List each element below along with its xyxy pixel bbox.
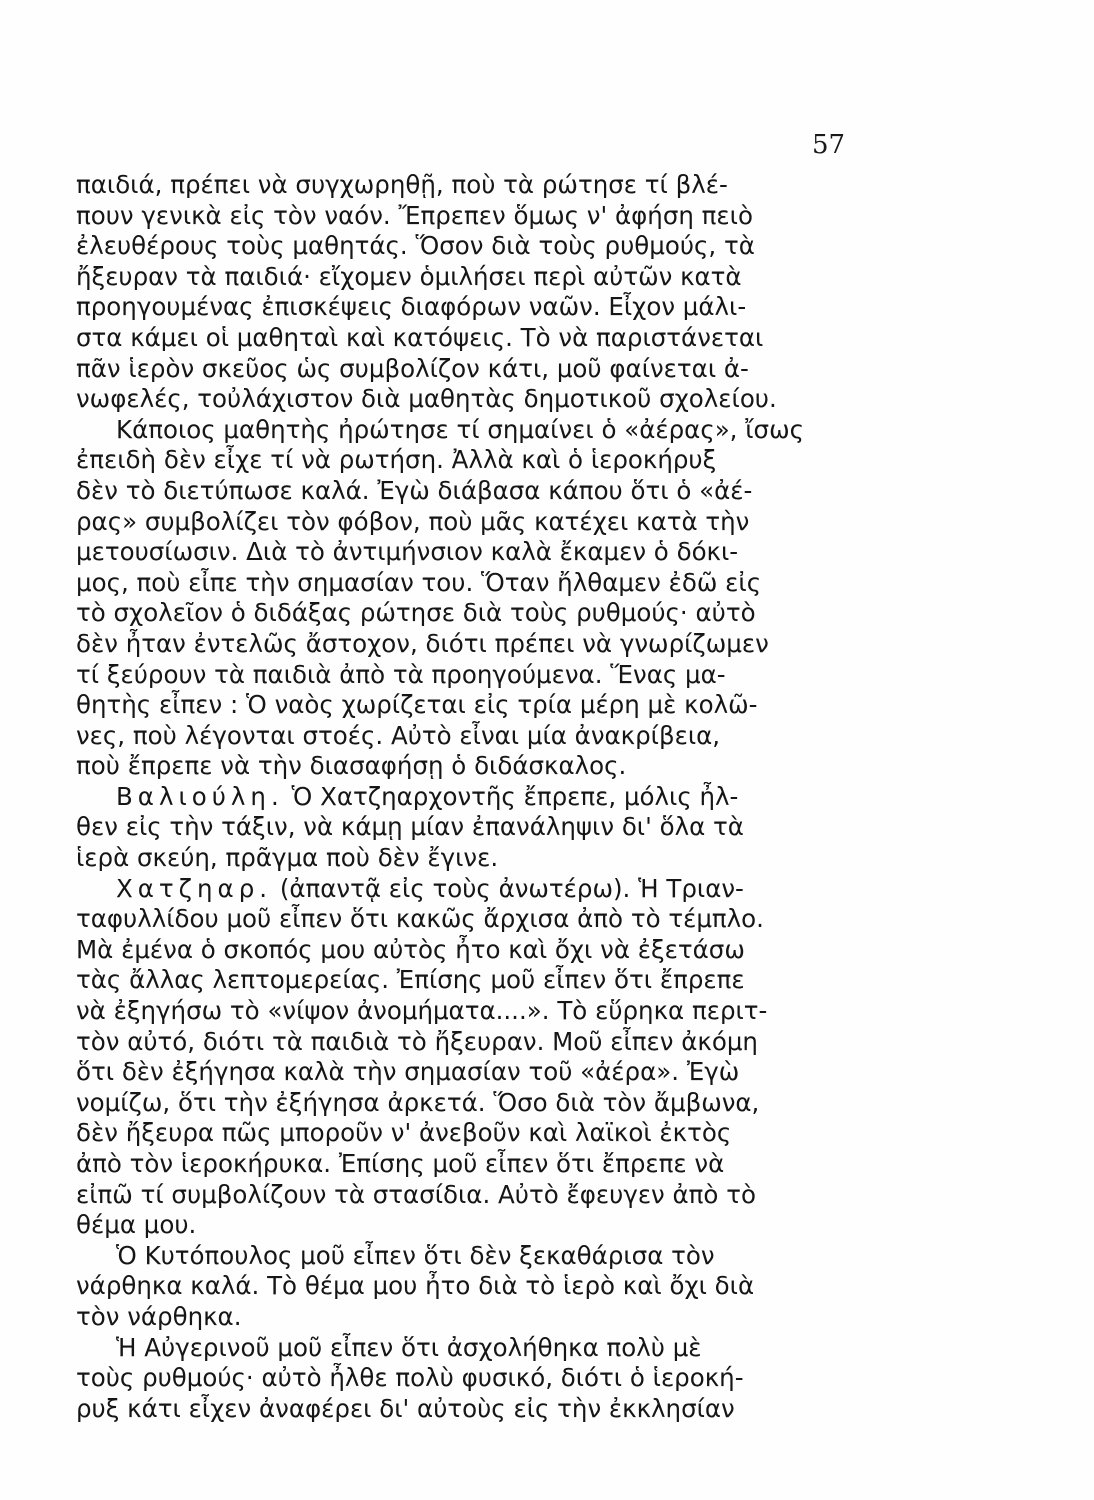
speaker-text: Ὁ Χατζηαρχοντῆς ἔπρεπε, μόλις ἦλ-: [283, 781, 739, 811]
page-number: 57: [812, 130, 846, 160]
text-line: ἐλευθέρους τοὺς μαθητάς. Ὅσον διὰ τοὺς ρυθμούς, τὰ: [76, 231, 755, 261]
text-line: ὅτι δὲν ἐξήγησα καλὰ τὴν σημασίαν τοῦ «ἀέρα». Ἐγὼ: [76, 1057, 740, 1087]
text-line: πᾶν ἱερὸν σκεῦος ὡς συμβολίζον κάτι, μοῦ φαίνεται ἀ-: [76, 353, 749, 383]
text-line: εἰπῶ τί συμβολίζουν τὰ στασίδια. Αὐτὸ ἔφευγεν ἀπὸ τὸ: [76, 1179, 756, 1209]
speaker-name: Χατζηαρ.: [116, 873, 273, 903]
text-line: τὸν αὐτό, διότι τὰ παιδιὰ τὸ ἤξευραν. Μοῦ εἶπεν ἀκόμη: [76, 1026, 758, 1056]
text-line: νωφελές, τοὐλάχιστον διὰ μαθητὰς δημοτικοῦ σχολείου.: [76, 384, 777, 414]
text-line: δὲν ἤξευρα πῶς μποροῦν ν' ἀνεβοῦν καὶ λαϊκοὶ ἐκτὸς: [76, 1118, 732, 1148]
text-line: Ὁ Κυτόπουλος μοῦ εἶπεν ὅτι δὲν ξεκαθάρισα τὸν: [116, 1240, 715, 1270]
text-line: ἤξευραν τὰ παιδιά· εἴχομεν ὁμιλήσει περὶ αὐτῶν κατὰ: [76, 261, 742, 291]
text-line: μετουσίωσιν. Διὰ τὸ ἀντιμήνσιον καλὰ ἔκαμεν ὁ δόκι-: [76, 537, 739, 567]
text-line: τὸ σχολεῖον ὁ διδάξας ρώτησε διὰ τοὺς ρυθμούς· αὐτὸ: [76, 598, 756, 628]
text-line: τοὺς ρυθμούς· αὐτὸ ἦλθε πολὺ φυσικό, διότι ὁ ἱεροκή-: [76, 1363, 744, 1393]
paragraph-1: [76, 170, 851, 415]
text-line: νομίζω, ὅτι τὴν ἐξήγησα ἀρκετά. Ὅσο διὰ τὸν ἄμβωνα,: [76, 1087, 760, 1117]
paragraph-4: [76, 874, 851, 1241]
text-line: νὰ ἐξηγήσω τὸ «νίψον ἀνομήματα....». Τὸ εὕρηκα περιτ-: [76, 996, 768, 1026]
text-line: ρας» συμβολίζει τὸν φόβον, ποὺ μᾶς κατέχει κατὰ τὴν: [76, 506, 750, 536]
text-line: τί ξεύρουν τὰ παιδιὰ ἀπὸ τὰ προηγούμενα. Ἕνας μα-: [76, 659, 726, 689]
text-line: τὰς ἄλλας λεπτομερείας. Ἐπίσης μοῦ εἶπεν ὅτι ἔπρεπε: [76, 965, 745, 995]
text-line: θέμα μου.: [76, 1210, 197, 1240]
text-line: πουν γενικὰ εἰς τὸν ναόν. Ἔπρεπεν ὅμως ν' ἀφήση πειὸ: [76, 200, 753, 230]
text-line: δὲν τὸ διετύπωσε καλά. Ἐγὼ διάβασα κάπου ὅτι ὁ «ἀέ-: [76, 475, 753, 505]
text-line: ταφυλλίδου μοῦ εἶπεν ὅτι κακῶς ἄρχισα ἀπὸ τὸ τέμπλο.: [76, 904, 764, 934]
text-line: νάρθηκα καλά. Τὸ θέμα μου ἦτο διὰ τὸ ἱερὸ καὶ ὄχι διὰ: [76, 1271, 755, 1301]
text-line: ἀπὸ τὸν ἱεροκήρυκα. Ἐπίσης μοῦ εἶπεν ὅτι ἔπρεπε νὰ: [76, 1149, 725, 1178]
speaker-name: Βαλιούλη.: [116, 781, 284, 811]
paragraph-5: [76, 1241, 851, 1333]
text-line: [76, 782, 851, 813]
text-line: δὲν ἦταν ἐντελῶς ἄστοχον, διότι πρέπει νὰ γνωρίζωμεν: [76, 628, 769, 658]
text-line: στα κάμει οἱ μαθηταὶ καὶ κατόψεις. Τὸ νὰ παριστάνεται: [76, 322, 764, 352]
text-line: νες, ποὺ λέγονται στοές. Αὐτὸ εἶναι μία ἀνακρίβεια,: [76, 720, 721, 750]
text-line: Μὰ ἐμένα ὁ σκοπός μου αὐτὸς ἦτο καὶ ὄχι νὰ ἐξετάσω: [76, 934, 745, 964]
text-line: θητὴς εἶπεν : Ὁ ναὸς χωρίζεται εἰς τρία μέρη μὲ κολῶ-: [76, 690, 758, 720]
text-line: Κάποιος μαθητὴς ἠρώτησε τί σημαίνει ὁ «ἀέρας», ἴσως: [116, 414, 804, 444]
text-line: ρυξ κάτι εἶχεν ἀναφέρει δι' αὐτοὺς εἰς τὴν ἐκκλησίαν: [76, 1393, 735, 1423]
text-line: προηγουμένας ἐπισκέψεις διαφόρων ναῶν. Εἶχον μάλι-: [76, 292, 747, 322]
text-line: τὸν νάρθηκα.: [76, 1301, 242, 1331]
paragraph-6: [76, 1333, 851, 1425]
paragraph-2: [76, 415, 851, 782]
text-line: ἐπειδὴ δὲν εἶχε τί νὰ ρωτήση. Ἀλλὰ καὶ ὁ ἱεροκήρυξ: [76, 445, 717, 475]
text-line: [76, 874, 851, 905]
text-line: θεν εἰς τὴν τάξιν, νὰ κάμῃ μίαν ἐπανάληψιν δι' ὅλα τὰ: [76, 812, 744, 842]
text-line: μος, ποὺ εἶπε τὴν σημασίαν του. Ὅταν ἤλθαμεν ἐδῶ εἰς: [76, 567, 762, 597]
body-text: [76, 170, 851, 1424]
text-line: παιδιά, πρέπει νὰ συγχωρηθῇ, ποὺ τὰ ρώτησε τί βλέ-: [76, 170, 728, 199]
text-line: ποὺ ἔπρεπε νὰ τὴν διασαφήσῃ ὁ διδάσκαλος.: [76, 751, 627, 781]
text-line: ἱερὰ σκεύη, πρᾶγμα ποὺ δὲν ἔγινε.: [76, 843, 499, 873]
paragraph-3: [76, 782, 851, 874]
speaker-text: (ἀπαντᾷ εἰς τοὺς ἀνωτέρω). Ἡ Τριαν-: [272, 873, 744, 903]
text-line: Ἡ Αὐγερινοῦ μοῦ εἶπεν ὅτι ἀσχολήθηκα πολὺ μὲ: [116, 1332, 702, 1362]
